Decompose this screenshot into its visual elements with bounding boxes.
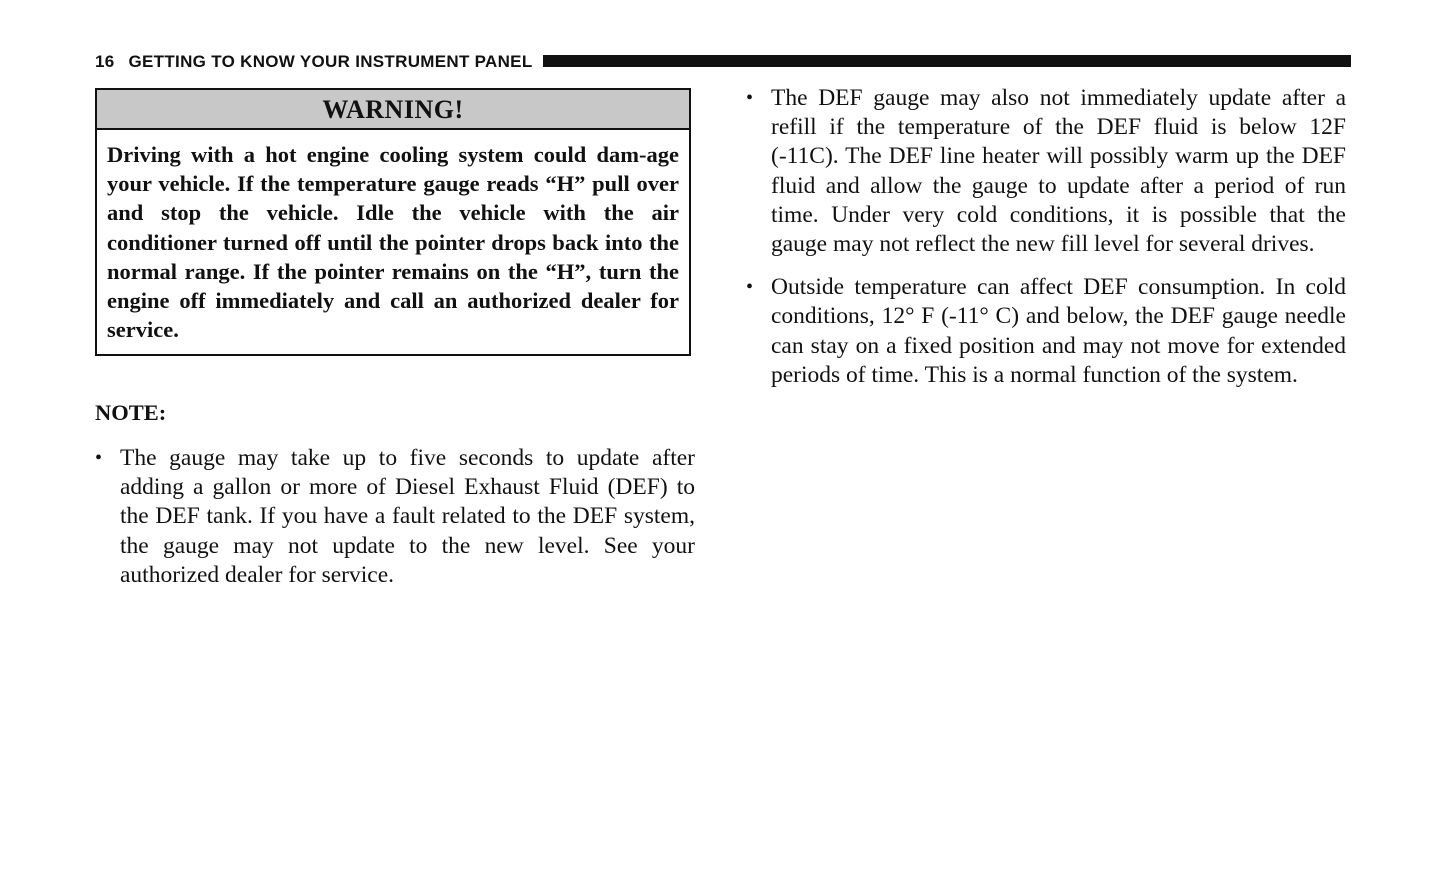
list-item — [95, 444, 695, 590]
warning-body: Driving with a hot engine cooling system could dam-age your vehicle. If the temperature gauge reads “H” pull over and stop the vehicle. Idle the vehicle with the air conditioner turned off until the pointer drops back into the normal range. If the pointer remains on the “H”, turn the engine off immediately and call an authorized dealer for service. — [107, 142, 679, 343]
bullet-icon: • — [95, 447, 103, 469]
list-item — [746, 84, 1346, 259]
bullet-icon: • — [746, 276, 754, 299]
list-item-text: Outside temperature can affect DEF consumption. In cold conditions, 12° F (-11° C) and below, the DEF gauge needle can stay on a fixed position and may not move for extended periods of time. This is a normal function of the system. — [771, 274, 1346, 388]
list-item-text: The gauge may take up to five seconds to update after adding a gallon or more of Diesel Exhaust Fluid (DEF) to the DEF tank. If you have a fault related to the DEF system, the gauge may not update to the new level. See your authorized dealer for service. — [120, 445, 695, 588]
page-header — [95, 50, 1351, 74]
list-item — [746, 273, 1346, 390]
warning-box — [95, 88, 691, 356]
list-item-text: The DEF gauge may also not immediately update after a refill if the temperature of the DEF fluid is below 12F (-11C). The DEF line heater will possibly warm up the DEF fluid and allow the gauge to update after a period of run time. Under very cold conditions, it is possible that the gauge may not reflect the new fill level for several drives. — [771, 85, 1346, 258]
right-bullet-list — [746, 84, 1346, 390]
note-label: NOTE: — [95, 400, 167, 425]
note-bullet-list — [95, 444, 695, 590]
warning-title: WARNING! — [97, 90, 689, 130]
header-rule-bar — [543, 55, 1351, 67]
page-number: 16 — [95, 52, 115, 71]
bullet-icon: • — [746, 87, 754, 109]
section-title: GETTING TO KNOW YOUR INSTRUMENT PANEL — [128, 52, 533, 71]
